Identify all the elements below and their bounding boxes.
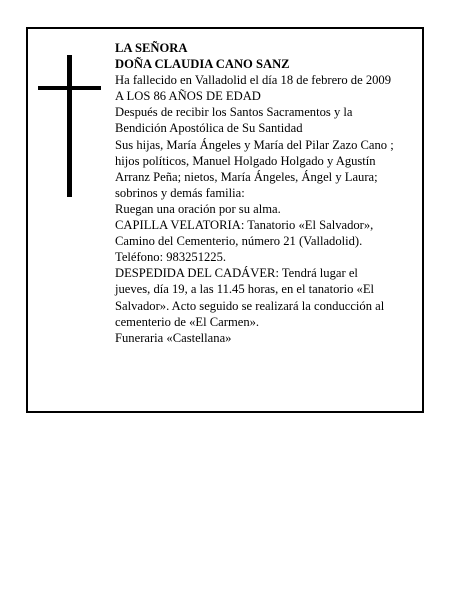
phone-line: Teléfono: 983251225. [115, 250, 227, 265]
sacraments-line-2: Bendición Apostólica de Su Santidad [115, 121, 303, 136]
family-line-1: Sus hijas, María Ángeles y María del Pilar Zazo Cano ; [115, 137, 394, 152]
age-statement: A LOS 86 AÑOS DE EDAD [115, 89, 261, 104]
death-statement: Ha fallecido en Valladolid el día 18 de febrero de 2009 [115, 73, 392, 88]
funeral-home: Funeraria «Castellana» [115, 330, 232, 345]
cross-horizontal-bar [38, 86, 101, 90]
family-line-3: Arranz Peña; nietos, María Ángeles, Ángel y Laura; [115, 169, 378, 184]
chapel-line-1: CAPILLA VELATORIA: Tanatorio «El Salvador», [115, 218, 374, 233]
title-label: LA SEÑORA [115, 41, 188, 55]
sacraments-line-1: Después de recibir los Santos Sacramentos y la [115, 105, 353, 120]
funeral-line-2: jueves, día 19, a las 11.45 horas, en el tanatorio «El [115, 282, 375, 297]
funeral-line-3: Salvador». Acto seguido se realizará la conducción al [115, 298, 385, 313]
chapel-line-2: Camino del Cementerio, número 21 (Valladolid). [115, 234, 363, 249]
notice-text [115, 40, 421, 346]
prayer-request: Ruegan una oración por su alma. [115, 201, 281, 216]
obituary-notice [26, 27, 424, 413]
funeral-line-1: DESPEDIDA DEL CADÁVER: Tendrá lugar el [115, 266, 358, 281]
deceased-name: DOÑA CLAUDIA CANO SANZ [115, 57, 290, 72]
family-line-2: hijos políticos, Manuel Holgado Holgado y Agustín [115, 153, 376, 168]
cross-vertical-bar [67, 55, 72, 197]
funeral-line-4: cementerio de «El Carmen». [115, 314, 260, 329]
family-line-4: sobrinos y demás familia: [115, 185, 245, 200]
